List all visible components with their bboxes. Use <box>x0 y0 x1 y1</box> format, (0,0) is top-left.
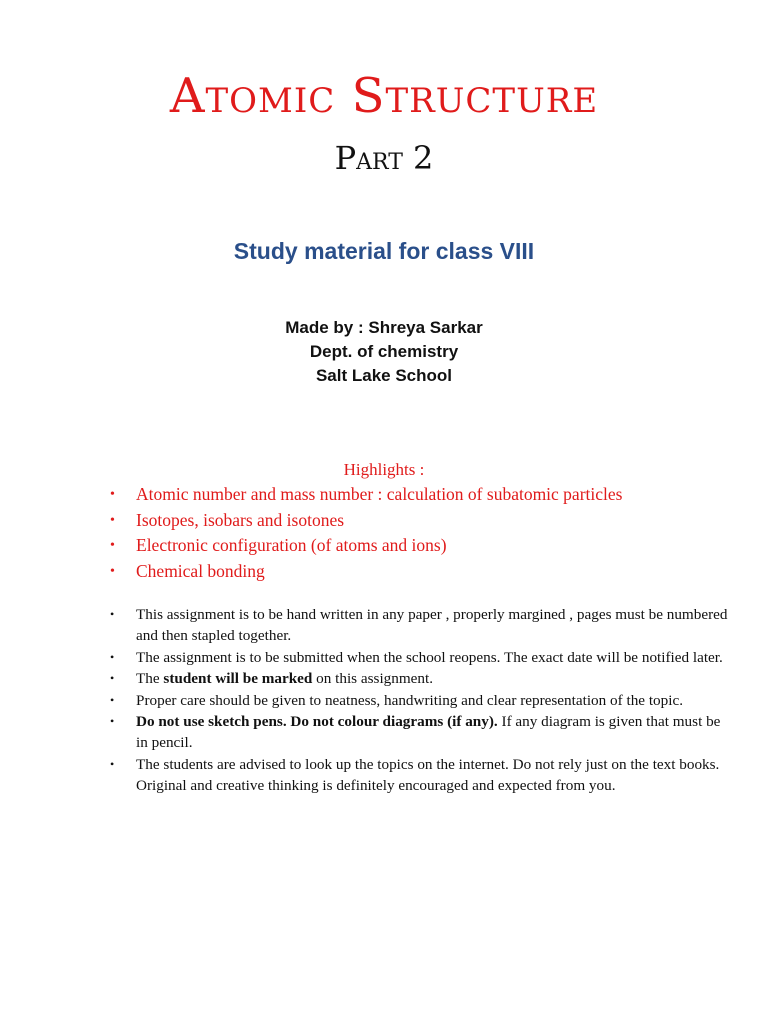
rule-text-bold: student will be marked <box>163 670 313 688</box>
bullet-icon: • <box>110 607 115 621</box>
rule-item <box>110 754 730 797</box>
highlight-text: Atomic number and mass number : calculation of subatomic particles <box>136 484 623 504</box>
rule-text-post: If any diagram is given that must be in pencil. <box>136 713 721 752</box>
rule-text: The assignment is to be submitted when the school reopens. The exact date will be notified later. <box>136 648 723 666</box>
document-subtitle: Part 2 <box>334 139 434 177</box>
highlights-label: Highlights : <box>343 460 425 479</box>
highlight-text: Electronic configuration (of atoms and ions) <box>136 535 447 555</box>
rule-item <box>110 711 730 754</box>
rule-text-post: on this assignment. <box>312 670 434 688</box>
highlight-text: Chemical bonding <box>136 560 265 581</box>
document-title: Atomic Structure <box>169 68 599 124</box>
author-block <box>0 316 768 388</box>
bullet-icon: • <box>110 649 115 664</box>
rule-text: The students are advised to look up the topics on the internet. Do not rely just on the text books. Original and creative thinking is definitely encouraged and expected from you. <box>136 755 720 795</box>
highlight-text: Isotopes, isobars and isotones <box>136 509 345 530</box>
bullet-icon: • <box>110 512 115 528</box>
bullet-icon: • <box>110 487 115 502</box>
rule-item <box>110 690 730 711</box>
rule-item <box>110 647 730 668</box>
bullet-icon: • <box>110 563 115 579</box>
bullet-icon: • <box>110 538 115 553</box>
author-department: Dept. of chemistry <box>309 342 459 361</box>
rule-item <box>110 604 730 647</box>
rule-text: Proper care should be given to neatness, handwriting and clear representation of the topic. <box>136 691 683 709</box>
bullet-icon: • <box>110 671 115 686</box>
highlight-item <box>110 533 750 559</box>
author-school: Salt Lake School <box>315 366 453 385</box>
bullet-icon: • <box>110 714 115 729</box>
highlight-item <box>110 508 750 534</box>
rule-text: This assignment is to be hand written in any paper , properly margined , pages must be numbered and then stapled together. <box>136 606 728 645</box>
highlight-item <box>110 559 750 585</box>
bullet-icon: • <box>110 756 115 771</box>
rule-text-pre: The <box>136 670 164 688</box>
assignment-rules-list <box>110 604 730 797</box>
rule-item <box>110 668 730 689</box>
rule-text-bold: Do not use sketch pens. Do not colour diagrams (if any). <box>136 713 498 731</box>
author-made-by: Made by : Shreya Sarkar <box>285 318 483 337</box>
study-material-heading: Study material for class VIII <box>233 238 535 264</box>
highlight-item <box>110 482 750 508</box>
bullet-icon: • <box>110 692 115 707</box>
highlights-list <box>110 482 750 584</box>
